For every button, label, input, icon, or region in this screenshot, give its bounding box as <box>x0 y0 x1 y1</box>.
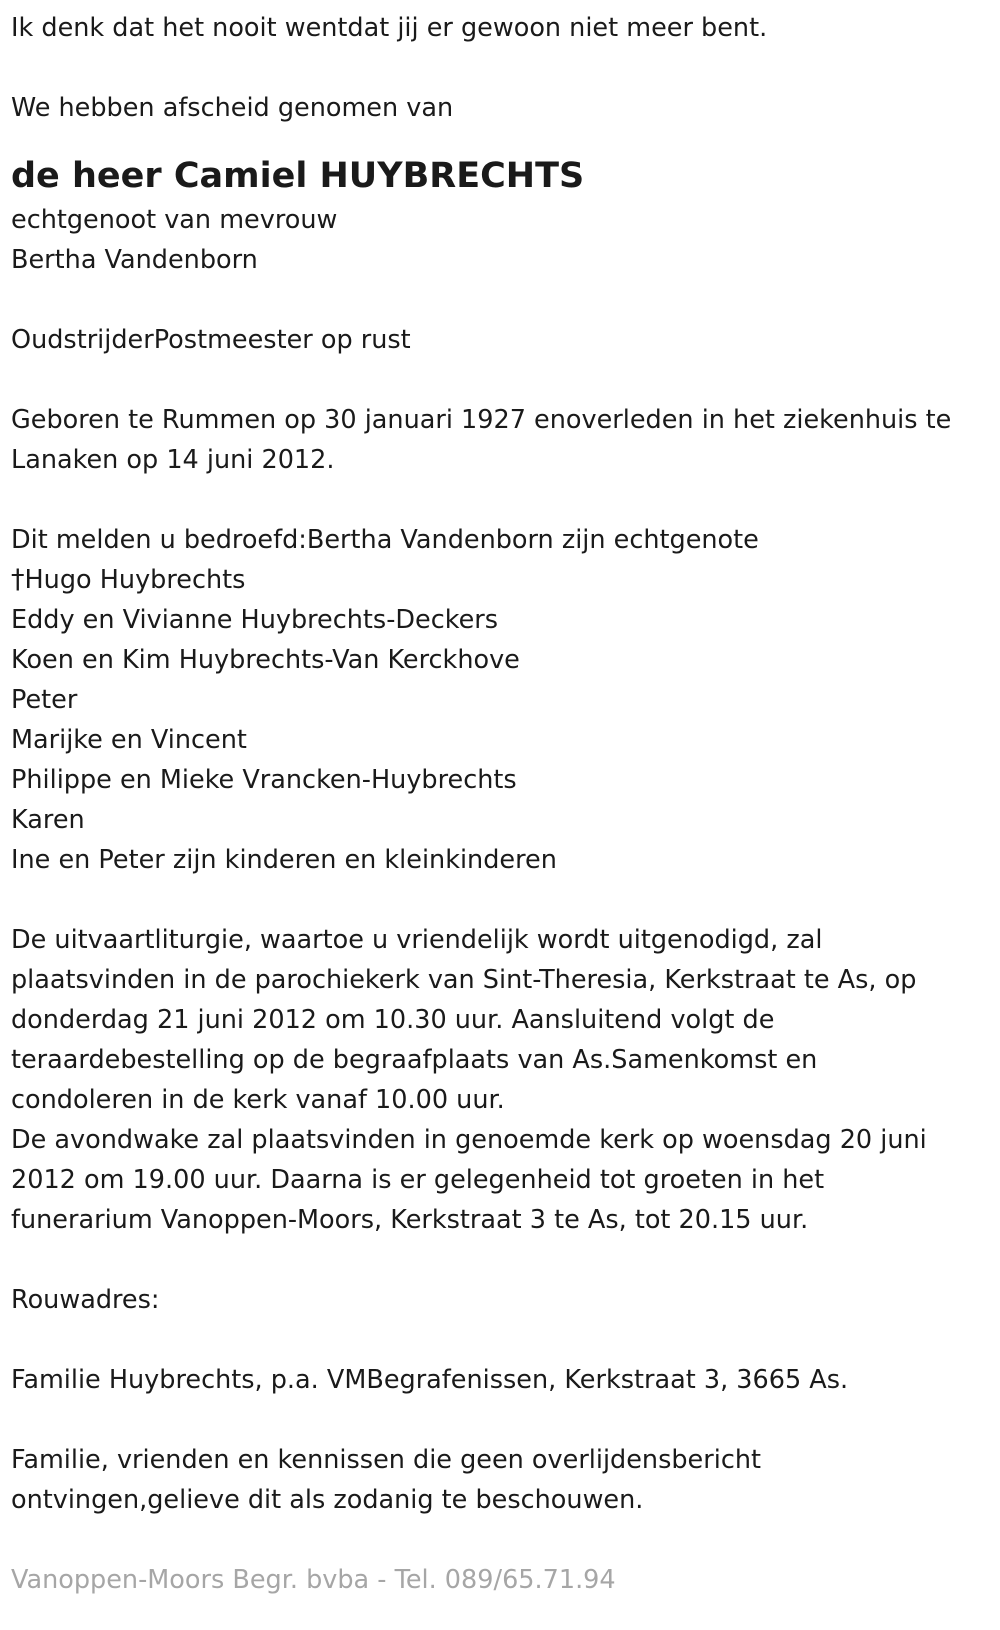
closing-line-1: Familie, vrienden en kennissen die geen overlijdensbericht <box>11 1445 761 1475</box>
cross-icon: † <box>11 564 25 595</box>
occupation: OudstrijderPostmeester op rust <box>11 325 411 355</box>
spacer <box>11 880 990 920</box>
closing-line-2: ontvingen,gelieve dit als zodanig te beschouwen. <box>11 1485 644 1515</box>
spacer <box>11 480 990 520</box>
ceremony-line: teraardebestelling op de begraafplaats van As.Samenkomst en <box>11 1045 818 1075</box>
ceremony-line: donderdag 21 juni 2012 om 10.30 uur. Aansluitend volgt de <box>11 1005 775 1035</box>
deceased-child <box>11 560 990 600</box>
spacer <box>11 48 990 88</box>
mourner-item: Peter <box>11 685 78 715</box>
spacer <box>11 360 990 400</box>
ceremony-line: plaatsvinden in de parochiekerk van Sint-Theresia, Kerkstraat te As, op <box>11 965 917 995</box>
mourner-item: Philippe en Mieke Vrancken-Huybrechts <box>11 765 517 795</box>
mourner-item: Koen en Kim Huybrechts-Van Kerckhove <box>11 645 520 675</box>
intro-quote: Ik denk dat het nooit wentdat jij er gewoon niet meer bent. <box>11 13 768 43</box>
spacer <box>11 1320 990 1360</box>
spouse-line-1: echtgenoot van mevrouw <box>11 205 338 235</box>
spacer <box>11 1520 990 1560</box>
ceremony-line: De avondwake zal plaatsvinden in genoemde kerk op woensdag 20 juni <box>11 1125 927 1155</box>
ceremony-line: condoleren in de kerk vanaf 10.00 uur. <box>11 1085 505 1115</box>
address-label: Rouwadres: <box>11 1285 160 1315</box>
ceremony-line: 2012 om 19.00 uur. Daarna is er gelegenheid tot groeten in het <box>11 1165 825 1195</box>
birth-death-line-1: Geboren te Rummen op 30 januari 1927 enoverleden in het ziekenhuis te <box>11 405 952 435</box>
ceremony-line: De uitvaartliturgie, waartoe u vriendelijk wordt uitgenodigd, zal <box>11 925 823 955</box>
spouse-line-2: Bertha Vandenborn <box>11 245 258 275</box>
mourner-item: Ine en Peter zijn kinderen en kleinkinderen <box>11 845 557 875</box>
spacer <box>11 1240 990 1280</box>
address-value: Familie Huybrechts, p.a. VMBegrafenissen, Kerkstraat 3, 3665 As. <box>11 1365 849 1395</box>
spacer <box>11 280 990 320</box>
funeral-home-footer: Vanoppen-Moors Begr. bvba - Tel. 089/65.71.94 <box>11 1565 616 1595</box>
mourner-item: Karen <box>11 805 85 835</box>
farewell-text: We hebben afscheid genomen van <box>11 93 454 123</box>
deceased-name: de heer Camiel HUYBRECHTS <box>11 156 585 196</box>
deceased-child-name: Hugo Huybrechts <box>24 565 246 595</box>
mourner-item: Marijke en Vincent <box>11 725 247 755</box>
mourners-intro: Dit melden u bedroefd:Bertha Vandenborn zijn echtgenote <box>11 525 759 555</box>
mourner-item: Eddy en Vivianne Huybrechts-Deckers <box>11 605 499 635</box>
ceremony-line: funerarium Vanoppen-Moors, Kerkstraat 3 te As, tot 20.15 uur. <box>11 1205 809 1235</box>
spacer <box>11 1400 990 1440</box>
birth-death-line-2: Lanaken op 14 juni 2012. <box>11 445 335 475</box>
